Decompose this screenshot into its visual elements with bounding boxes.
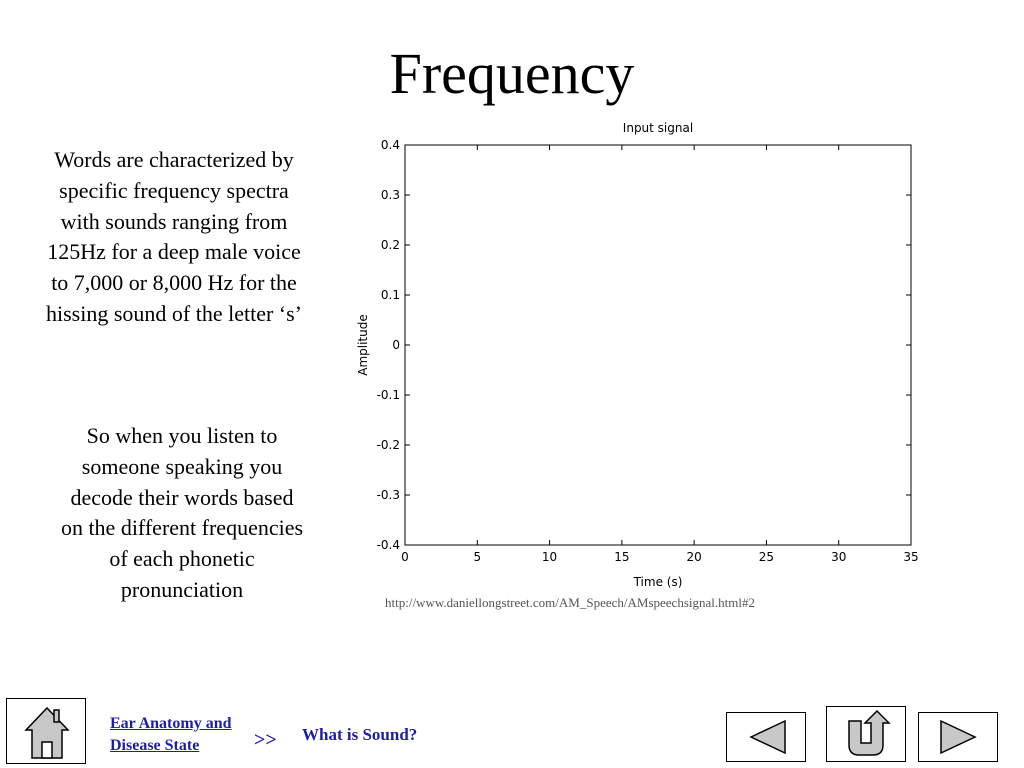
x-tick-label: 5 bbox=[473, 550, 482, 564]
description-paragraph: Words are characterized by specific frequency spectra with sounds ranging from 125Hz for a deep male voice to 7,000 or 8,000 Hz for the hissing sound of the letter ‘s’ bbox=[45, 147, 303, 326]
x-tick-label: 15 bbox=[614, 550, 630, 564]
x-axis-label: Time (s) bbox=[633, 575, 683, 589]
slide-title: Frequency bbox=[389, 41, 635, 106]
x-tick-label: 35 bbox=[903, 550, 919, 564]
current-page-label: What is Sound? bbox=[302, 725, 418, 744]
y-tick-label: 0 bbox=[392, 338, 400, 352]
y-tick-label: 0.2 bbox=[380, 238, 400, 252]
y-tick-label: -0.2 bbox=[376, 438, 400, 452]
y-tick-label: -0.1 bbox=[376, 388, 400, 402]
section-link[interactable]: Ear Anatomy and Disease State bbox=[110, 715, 232, 754]
triangle-left-icon bbox=[727, 713, 805, 761]
y-tick-label: 0.1 bbox=[380, 288, 400, 302]
return-button[interactable] bbox=[826, 706, 906, 762]
x-tick-label: 25 bbox=[758, 550, 775, 564]
y-tick-label: -0.3 bbox=[376, 488, 400, 502]
triangle-right-icon bbox=[919, 713, 997, 761]
y-tick-label: 0.4 bbox=[380, 138, 400, 152]
home-button[interactable] bbox=[6, 698, 86, 764]
u-turn-arrow-icon bbox=[827, 707, 905, 761]
x-tick-label: 20 bbox=[686, 550, 702, 564]
breadcrumb-separator: >> bbox=[254, 729, 277, 751]
explanation-paragraph: So when you listen to someone speaking you decode their words based on the different frequencies of each phonetic pronunciation bbox=[60, 423, 304, 602]
plot-area bbox=[405, 145, 911, 545]
x-tick-label: 0 bbox=[401, 550, 409, 564]
home-icon bbox=[21, 704, 73, 762]
input-signal-chart bbox=[350, 115, 930, 595]
chart-title: Input signal bbox=[622, 121, 694, 135]
next-button[interactable] bbox=[918, 712, 998, 762]
x-tick-label: 10 bbox=[541, 550, 558, 564]
y-tick-label: -0.4 bbox=[376, 538, 400, 552]
y-tick-label: 0.3 bbox=[380, 188, 400, 202]
previous-button[interactable] bbox=[726, 712, 806, 762]
y-axis-label: Amplitude bbox=[356, 314, 370, 376]
source-url: http://www.daniellongstreet.com/AM_Speech/AMspeechsignal.html#2 bbox=[385, 595, 755, 610]
x-tick-label: 30 bbox=[831, 550, 847, 564]
